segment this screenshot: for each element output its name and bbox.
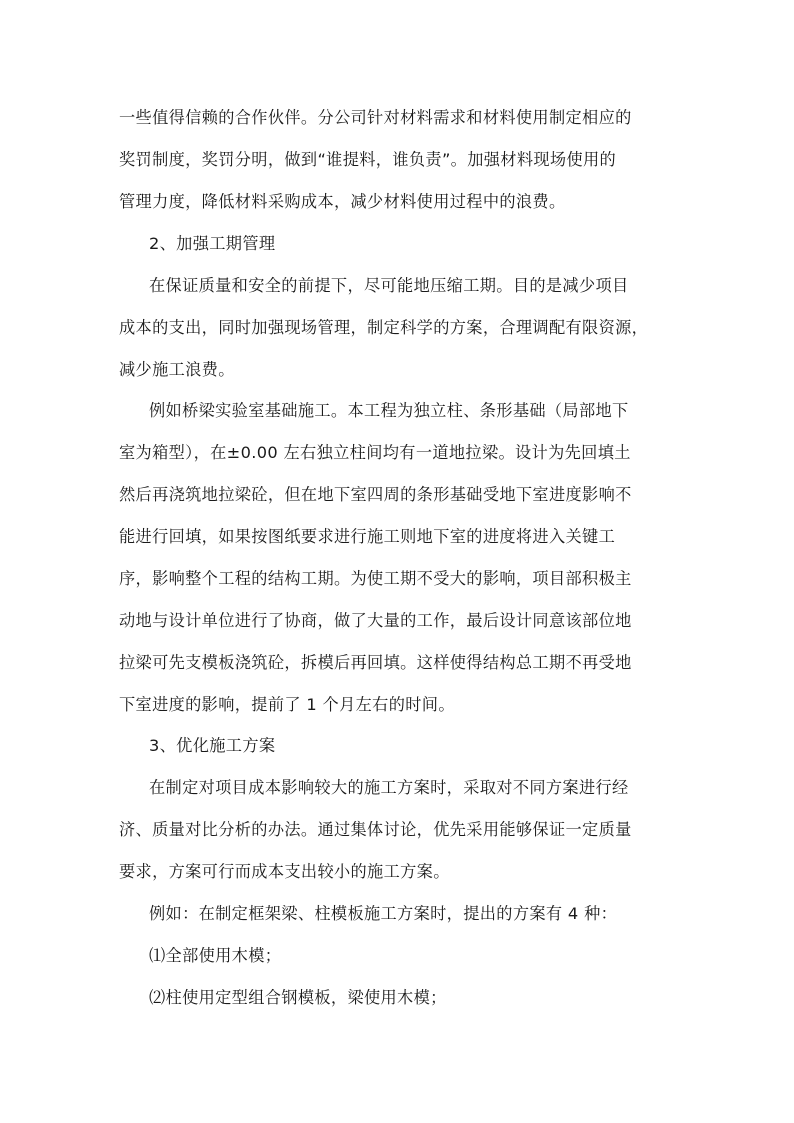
paragraph-line: 成本的支出，同时加强现场管理，制定科学的方案，合理调配有限资源，: [119, 318, 649, 337]
paragraph-line: 然后再浇筑地拉梁砼，但在地下室四周的条形基础受地下室进度影响不: [119, 485, 632, 504]
paragraph-line: 奖罚制度，奖罚分明，做到“谁提料，谁负责”。加强材料现场使用的: [119, 150, 617, 169]
paragraph-line: 动地与设计单位进行了协商，做了大量的工作，最后设计同意该部位地: [119, 611, 632, 630]
paragraph-line: 例如桥梁实验室基础施工。本工程为独立柱、条形基础（局部地下: [149, 401, 629, 420]
paragraph-line: 拉梁可先支模板浇筑砼，拆模后再回填。这样使得结构总工期不再受地: [119, 653, 632, 672]
paragraph-line: 室为箱型），在±0.00 左右独立柱间均有一道地拉梁。设计为先回填土: [119, 443, 631, 462]
paragraph-line: 例如：在制定框架梁、柱模板施工方案时，提出的方案有 4 种：: [149, 904, 618, 923]
section-heading: 3、优化施工方案: [149, 736, 276, 755]
paragraph-line: 能进行回填，如果按图纸要求进行施工则地下室的进度将进入关键工: [119, 527, 616, 546]
paragraph-line: 管理力度，降低材料采购成本，减少材料使用过程中的浪费。: [119, 192, 566, 211]
paragraph-line: 在制定对项目成本影响较大的施工方案时，采取对不同方案进行经: [149, 778, 629, 797]
paragraph-line: 下室进度的影响，提前了 1 个月左右的时间。: [119, 695, 455, 714]
list-item: ⑴全部使用木模；: [149, 946, 282, 965]
list-item: ⑵柱使用定型组合钢模板，梁使用木模；: [149, 988, 447, 1007]
paragraph-line: 减少施工浪费。: [119, 360, 235, 379]
paragraph-line: 要求，方案可行而成本支出较小的施工方案。: [119, 862, 450, 881]
paragraph-line: 济、质量对比分析的办法。通过集体讨论，优先采用能够保证一定质量: [119, 820, 632, 839]
paragraph-line: 序，影响整个工程的结构工期。为使工期不受大的影响，项目部积极主: [119, 569, 632, 588]
paragraph-line: 在保证质量和安全的前提下，尽可能地压缩工期。目的是减少项目: [149, 276, 629, 295]
paragraph-line: 一些值得信赖的合作伙伴。分公司针对材料需求和材料使用制定相应的: [119, 108, 632, 127]
section-heading: 2、加强工期管理: [149, 234, 276, 253]
